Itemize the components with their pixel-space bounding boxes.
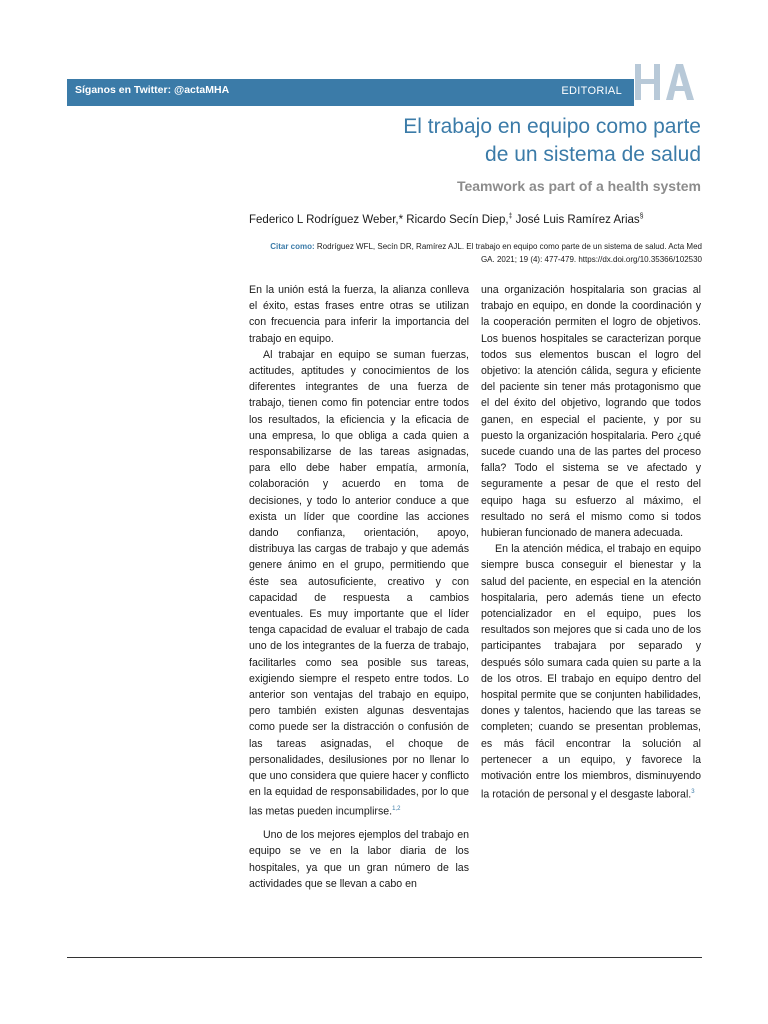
author-2: Ricardo Secín Diep,	[403, 213, 509, 226]
title-line-1: El trabajo en equipo como parte	[403, 115, 701, 138]
author-list	[249, 213, 709, 226]
article-subtitle: Teamwork as part of a health system	[456, 178, 701, 194]
reference-marker[interactable]: 1,2	[392, 805, 401, 812]
twitter-handle[interactable]: Síganos en Twitter: @actaMHA	[75, 84, 230, 96]
header-bar	[67, 79, 634, 106]
paragraph: una organización hospitalaria son gracias al trabajo en equipo, en donde la coordinación y la cooperación permiten el logro de objetivos. Los buenos hospitales se caracterizan porque todos sus elementos buscan el logro del objetivo: la atención cálida, segura y eficiente del paciente sin tener más protagonismo que el del éxito del objetivo, logrando que todos ganen, en especial el paciente, y por su puesto la organización hospitalaria. Pero ¿qué sucede cuando una de las partes del proceso falla? Todo el sistema se ve afectado y seguramente a pesar de que el resto del equipo haga su esfuerzo al máximo, el resultado no será el mismo como si todos hubieran funcionado de manera adecuada.	[481, 284, 701, 540]
author-1: Federico L Rodríguez Weber,	[249, 213, 399, 226]
author-1-mark: *	[398, 213, 404, 226]
body-column-right	[481, 282, 701, 803]
paragraph: En la unión está la fuerza, la alianza conlleva el éxito, estas frases entre otras se utilizan con frecuencia para inferir la importancia del trabajo en equipo.	[249, 284, 469, 345]
citation-text: Rodríguez WFL, Secín DR, Ramírez AJL. El trabajo en equipo como parte de un sistema de salud. Acta Med GA. 2021; 19 (4): 477-479. https://dx.doi.org/10.35366/102530	[316, 242, 702, 264]
paragraph-text: En la atención médica, el trabajo en equipo siempre busca conseguir el bienestar y la salud del paciente, en especial en la atención hospitalaria, pero además tiene un efecto potencializador en el equipo, pues los resultados son mejores que si cada uno de los participantes trabajara por separado y después sólo sumara cada quien su parte a la de los otros. El trabajo en equipo dentro del hospital permite que se conjunten habilidades, dones y talentos, haciendo que las tareas se completen; cuando se presentan problemas, es más fácil encontrar la solución al pertenecer a un equipo, y favorece la motivación entre los miembros, disminuyendo la rotación de personal y el desgaste laboral.	[481, 543, 701, 801]
journal-logo-icon	[632, 62, 702, 102]
paragraph-text: Al trabajar en equipo se suman fuerzas, actitudes, aptitudes y conocimientos de los diferentes integrantes de una fuerza de trabajo, tienen como fin potenciar entre todos los resultados, la eficiencia y la eficacia de una empresa, lo que obliga a cada quien a responsabilizarse de las tareas asignadas, para ello debe haber empatía, armonía, colaboración y acuerdo en toma de decisiones, y todo lo anterior conduce a que exista un líder que coordine las acciones dando confianza, orientación, apoyo, distribuya las cargas de trabajo y que además genere ánimo en el grupo, permitiendo que éste sea autosuficiente, creativo y con capacidad de respuesta a cambios eventuales. Es muy importante que el líder tenga capacidad de evaluar el trabajo de cada uno de los integrantes de la fuerza de trabajo, facilitarles como sea posible sus tareas, exigiendo siempre el respeto entre todos. Lo anterior son ventajas del trabajo en equipo, pero también existen algunas desventajas como puede ser la distracción o confusión de las tareas asignadas, el choque de personalidades, desilusiones por no llenar lo que uno considera que quiere hacer y conflicto en la equidad de responsabilidades, por lo que las metas pueden incumplirse.	[249, 348, 469, 818]
section-label: EDITORIAL	[561, 85, 622, 97]
paragraph	[481, 541, 701, 803]
reference-marker[interactable]: 3	[691, 789, 695, 796]
author-2-mark: ‡	[508, 213, 513, 220]
body-column-left	[249, 282, 469, 892]
citation-block	[262, 240, 702, 266]
citation-label: Citar como:	[270, 242, 315, 251]
author-3: José Luis Ramírez Arias	[512, 213, 640, 226]
footer-divider	[67, 957, 702, 958]
paragraph: Uno de los mejores ejemplos del trabajo en equipo se ve en la labor diaria de los hospitales, ya que un gran número de las actividades que se llevan a cabo en	[249, 829, 469, 890]
article-title	[241, 113, 701, 169]
title-line-2: de un sistema de salud	[485, 143, 701, 166]
author-3-mark: §	[639, 213, 644, 220]
paragraph	[249, 347, 469, 819]
